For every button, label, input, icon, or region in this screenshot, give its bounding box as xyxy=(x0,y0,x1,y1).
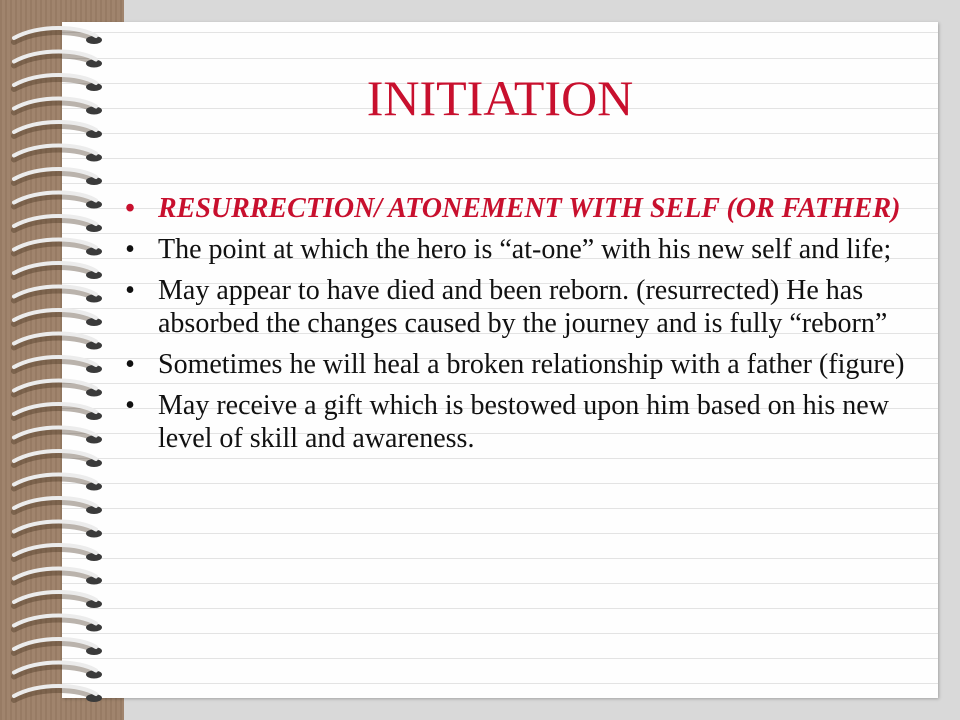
binding-ring xyxy=(14,545,102,561)
binding-ring xyxy=(14,28,102,44)
binding-ring xyxy=(14,451,102,467)
bullet-item-father xyxy=(120,348,920,381)
binding-ring xyxy=(14,334,102,350)
bullet-item-gift xyxy=(120,389,920,455)
binding-ring xyxy=(14,52,102,68)
binding-ring xyxy=(14,475,102,491)
bullet-text: RESURRECTION/ ATONEMENT WITH SELF (OR FATHER) xyxy=(158,193,901,224)
binding-ring xyxy=(14,663,102,679)
binding-ring xyxy=(14,216,102,232)
binding-ring xyxy=(14,592,102,608)
binding-ring xyxy=(14,569,102,585)
bullet-item-resurrection xyxy=(120,192,920,225)
binding-ring xyxy=(14,616,102,632)
binding-ring xyxy=(14,357,102,373)
binding-ring xyxy=(14,146,102,162)
bullet-list xyxy=(120,192,920,463)
binding-ring xyxy=(14,522,102,538)
binding-ring xyxy=(14,381,102,397)
bullet-marker: • xyxy=(125,193,135,224)
bullet-text: May appear to have died and been reborn. (resurrected) He has absorbed the changes caused by the journey and is fully “reborn” xyxy=(158,275,888,339)
bullet-text: May receive a gift which is bestowed upon him based on his new level of skill and awareness. xyxy=(158,390,889,454)
bullet-marker: • xyxy=(125,390,135,421)
binding-ring xyxy=(14,193,102,209)
binding-ring xyxy=(14,428,102,444)
slide-title: INITIATION xyxy=(366,70,634,126)
bullet-item-at-one xyxy=(120,233,920,266)
binding-ring xyxy=(14,404,102,420)
binding-ring xyxy=(14,310,102,326)
binding-ring xyxy=(14,263,102,279)
binding-ring xyxy=(14,169,102,185)
binding-ring xyxy=(14,240,102,256)
binding-ring xyxy=(14,498,102,514)
bullet-marker: • xyxy=(125,234,135,265)
binding-ring xyxy=(14,287,102,303)
bullet-text: The point at which the hero is “at-one” with his new self and life; xyxy=(158,234,892,265)
bullet-text: Sometimes he will heal a broken relationship with a father (figure) xyxy=(158,349,905,380)
bullet-item-reborn xyxy=(120,274,920,340)
binding-ring xyxy=(14,639,102,655)
binding-ring xyxy=(14,686,102,702)
bullet-marker: • xyxy=(125,275,135,306)
bullet-marker: • xyxy=(125,349,135,380)
